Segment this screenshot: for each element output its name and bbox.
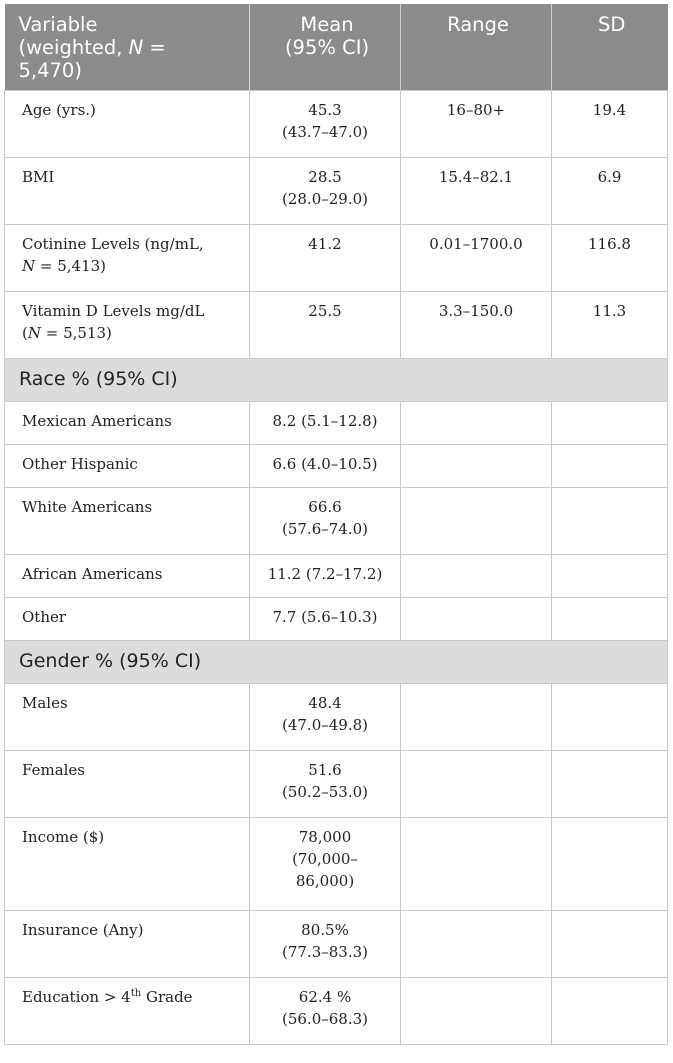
cell-mean: 80.5% (77.3–83.3) <box>250 911 401 978</box>
cell-empty <box>552 978 668 1045</box>
cell-mean: 78,000 (70,000– 86,000) <box>250 818 401 911</box>
cell-empty <box>552 818 668 911</box>
table-row <box>5 555 668 598</box>
table-row <box>5 751 668 818</box>
row-label-cotinine: Cotinine Levels (ng/mL, N = 5,413) <box>5 225 250 292</box>
cell-sd: 19.4 <box>552 91 668 158</box>
row-label-females: Females <box>5 751 250 818</box>
cell-empty <box>401 911 552 978</box>
table-row <box>5 684 668 751</box>
cell-range: 16–80+ <box>401 91 552 158</box>
table-row <box>5 911 668 978</box>
cell-mean: 51.6 (50.2–53.0) <box>250 751 401 818</box>
header-range: Range <box>401 4 552 91</box>
table-row <box>5 818 668 911</box>
table-row <box>5 292 668 359</box>
cell-sd: 11.3 <box>552 292 668 359</box>
cell-mean: 66.6 (57.6–74.0) <box>250 488 401 555</box>
table-row <box>5 445 668 488</box>
cell-range: 15.4–82.1 <box>401 158 552 225</box>
row-label-income: Income ($) <box>5 818 250 911</box>
cell-mean: 8.2 (5.1–12.8) <box>250 402 401 445</box>
table-row <box>5 598 668 641</box>
cell-range: 3.3–150.0 <box>401 292 552 359</box>
cell-empty <box>401 598 552 641</box>
row-label-other: Other <box>5 598 250 641</box>
table-row <box>5 488 668 555</box>
table-header-row <box>5 4 668 91</box>
header-sd: SD <box>552 4 668 91</box>
row-label-education: Education > 4th Grade <box>5 978 250 1045</box>
cell-empty <box>401 445 552 488</box>
cell-mean: 11.2 (7.2–17.2) <box>250 555 401 598</box>
cell-mean: 6.6 (4.0–10.5) <box>250 445 401 488</box>
cell-mean: 45.3 (43.7–47.0) <box>250 91 401 158</box>
cell-empty <box>552 911 668 978</box>
cell-empty <box>552 488 668 555</box>
table-row <box>5 402 668 445</box>
cell-sd: 6.9 <box>552 158 668 225</box>
cell-mean: 28.5 (28.0–29.0) <box>250 158 401 225</box>
cell-empty <box>552 751 668 818</box>
row-label-african-americans: African Americans <box>5 555 250 598</box>
cell-empty <box>401 684 552 751</box>
cell-empty <box>552 598 668 641</box>
cell-empty <box>401 488 552 555</box>
table-row <box>5 225 668 292</box>
cell-empty <box>552 445 668 488</box>
cell-mean: 48.4 (47.0–49.8) <box>250 684 401 751</box>
cell-mean: 7.7 (5.6–10.3) <box>250 598 401 641</box>
table-row <box>5 158 668 225</box>
header-variable: Variable (weighted, N = 5,470) <box>5 4 250 91</box>
cell-mean: 25.5 <box>250 292 401 359</box>
demographics-table-container <box>4 4 667 1045</box>
cell-empty <box>552 555 668 598</box>
cell-empty <box>552 402 668 445</box>
section-heading-race: Race % (95% CI) <box>5 359 668 402</box>
cell-empty <box>552 684 668 751</box>
cell-mean: 41.2 <box>250 225 401 292</box>
section-heading-gender: Gender % (95% CI) <box>5 641 668 684</box>
row-label-white-americans: White Americans <box>5 488 250 555</box>
row-label-other-hispanic: Other Hispanic <box>5 445 250 488</box>
cell-empty <box>401 818 552 911</box>
row-label-mexican-americans: Mexican Americans <box>5 402 250 445</box>
cell-empty <box>401 402 552 445</box>
section-row-gender <box>5 641 668 684</box>
cell-mean: 62.4 % (56.0–68.3) <box>250 978 401 1045</box>
section-row-race <box>5 359 668 402</box>
row-label-males: Males <box>5 684 250 751</box>
demographics-table <box>4 4 668 1045</box>
cell-empty <box>401 555 552 598</box>
row-label-age: Age (yrs.) <box>5 91 250 158</box>
cell-empty <box>401 751 552 818</box>
row-label-bmi: BMI <box>5 158 250 225</box>
header-mean: Mean (95% CI) <box>250 4 401 91</box>
cell-sd: 116.8 <box>552 225 668 292</box>
cell-range: 0.01–1700.0 <box>401 225 552 292</box>
table-row <box>5 978 668 1045</box>
cell-empty <box>401 978 552 1045</box>
table-row <box>5 91 668 158</box>
row-label-vitamin-d: Vitamin D Levels mg/dL (N = 5,513) <box>5 292 250 359</box>
row-label-insurance: Insurance (Any) <box>5 911 250 978</box>
